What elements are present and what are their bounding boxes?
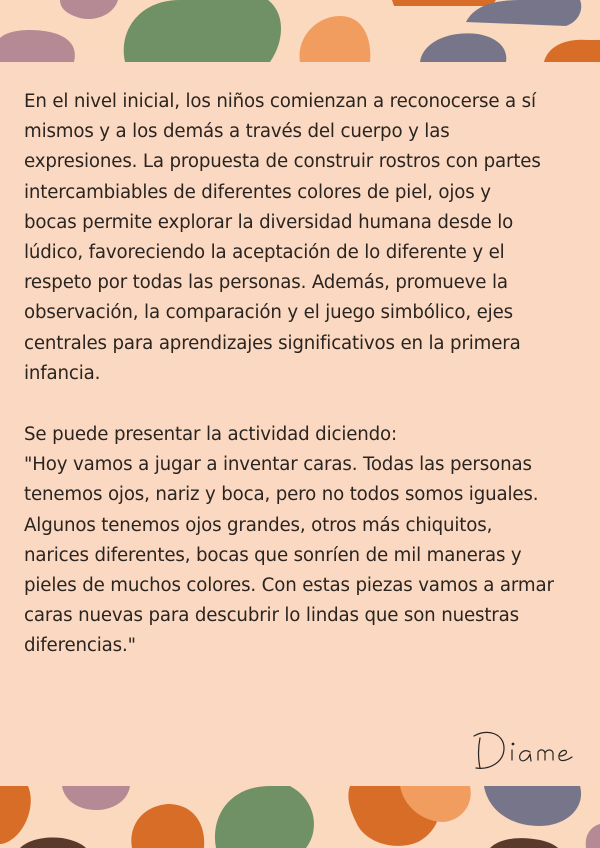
mauve-shape-top	[60, 0, 118, 19]
mauve-shape	[0, 30, 75, 62]
orange-shape	[299, 16, 370, 62]
paragraph-intro: En el nivel inicial, los niños comienzan a reconocerse a sí mismos y a los demás a través del cuerpo y las expresiones. La propuesta de construir rostros con partes intercambiables de diferentes colores de piel, ojos y bocas permite explorar la diversidad humana desde lo lúdico, favoreciendo la aceptación de lo diferente y el respeto por todas las personas. Además, promueve la observación, la comparación y el juego simbólico, ejes centrales para aprendizajes significativos en la primera infancia.	[24, 91, 541, 384]
document-body	[0, 62, 600, 786]
green-shape	[215, 786, 314, 848]
dark-orange-shape	[0, 786, 31, 844]
top-decorative-border	[0, 0, 600, 62]
paragraph-activity: Se puede presentar la actividad diciendo: "Hoy vamos a jugar a inventar caras. Todas las personas tenemos ojos, nariz y boca, pero no todos somos iguales. Algunos tenemos ojos grandes, otros más chiquitos, narices diferentes, bocas que sonríen de mil maneras y pieles de muchos colores. Con estas piezas vamos a armar caras nuevas para descubrir lo lindas que son nuestras diferencias."	[24, 424, 554, 657]
mauve-shape	[62, 786, 130, 810]
green-shape	[124, 0, 281, 62]
dark-orange-shape	[544, 40, 600, 62]
mauve-edge-shape	[586, 824, 600, 848]
slate-shape	[420, 33, 506, 62]
dark-orange-round	[131, 804, 204, 848]
slate-shape	[484, 786, 581, 826]
dark-orange-bar	[392, 0, 496, 6]
brown-shape	[20, 837, 86, 848]
brown-shape-right	[490, 838, 558, 848]
bottom-decorative-border	[0, 786, 600, 848]
bottom-shapes	[0, 786, 600, 848]
signature-logo	[468, 724, 588, 774]
top-shapes	[0, 0, 600, 62]
